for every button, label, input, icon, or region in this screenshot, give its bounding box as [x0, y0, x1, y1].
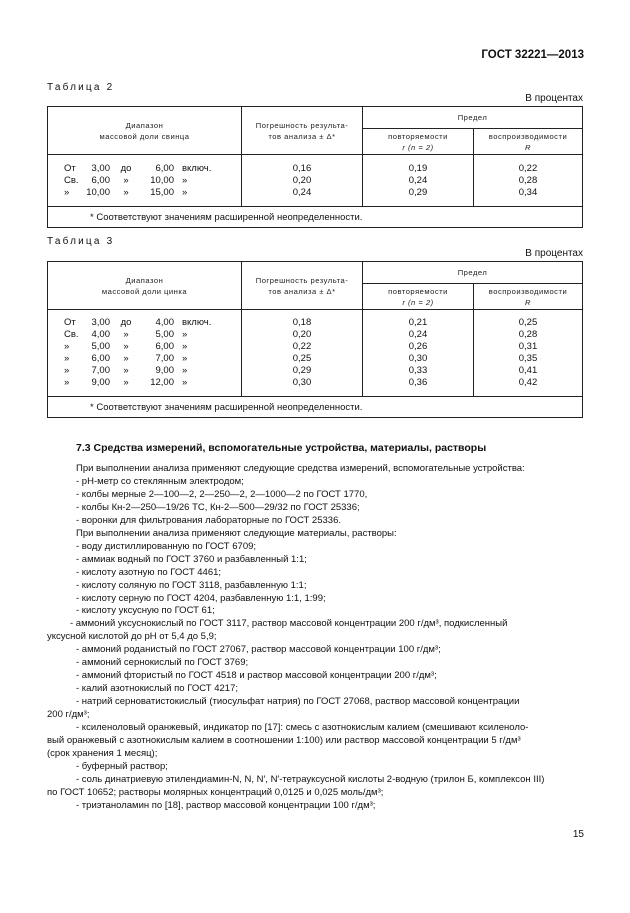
paragraph: При выполнении анализа применяют следующие средства измерений, вспомогательные устройства: [76, 463, 525, 474]
list-item-continuation: по ГОСТ 10652; растворы молярных концентраций 0,0125 и 0,025 моль/дм³; [47, 786, 384, 798]
paragraph: При выполнении анализа применяют следующие материалы, растворы: [76, 527, 397, 539]
list-item: - воронки для фильтрования лабораторные по ГОСТ 25336. [76, 514, 341, 526]
table-unit: В процентах [525, 93, 583, 104]
list-item: - аммоний уксуснокислый по ГОСТ 3117, раствор массовой концентрации 200 г/дм³, подкисленный [70, 618, 508, 630]
data-table [47, 106, 583, 228]
standard-header: ГОСТ 32221—2013 [481, 49, 584, 61]
table-row: » 7,00 » 9,00 » [64, 365, 188, 376]
range-cell [48, 155, 242, 207]
list-item: - колбы Кн-2—250—19/26 ТС, Кн-2—500—29/32 по ГОСТ 25336; [76, 501, 360, 513]
list-item: - кислоту азотную по ГОСТ 4461; [76, 566, 222, 578]
list-item: - колбы мерные 2—100—2, 2—250—2, 2—1000—2 по ГОСТ 1770, [76, 488, 368, 500]
table-footnote: * Соответствуют значениям расширенной неопределенности. [48, 397, 583, 418]
page-number: 15 [572, 829, 584, 840]
list-item: - калий азотнокислый по ГОСТ 4217; [76, 683, 238, 695]
table-row: » 5,00 » 6,00 » [64, 341, 188, 352]
list-item: - pH-метр со стеклянным электродом; [76, 475, 244, 487]
repeatability-values-cell: 0,19 0,24 0,29 [363, 155, 474, 207]
table-row: » 10,00 » 15,00 » [64, 186, 188, 198]
table-unit: В процентах [525, 248, 583, 259]
section-body [47, 463, 584, 813]
range-cell [48, 310, 242, 397]
list-item: - натрий серноватистокислый (тиосульфат натрия) по ГОСТ 27068, раствор массовой концентрации [76, 696, 520, 708]
list-item: - кислоту соляную по ГОСТ 3118, разбавленную 1:1; [76, 579, 307, 591]
list-item: - аммоний роданистый по ГОСТ 27067, раствор массовой концентрации 100 г/дм³; [76, 644, 441, 656]
list-item-continuation: уксусной кислотой до pH от 5,4 до 5,9; [47, 631, 217, 643]
list-item-continuation: (срок хранения 1 месяц); [47, 747, 158, 759]
error-column-header: Погрешность результа- тов анализа ± Δ* [242, 262, 363, 310]
data-table [47, 261, 583, 418]
list-item: - ксиленоловый оранжевый, индикатор по [17]: смесь с азотнокислым калием (смешивают ксиленоло- [76, 722, 529, 734]
list-item: - соль динатриевую этилендиамин-N, N, N′, N′-тетрауксусной кислоты 2-водную (трилон Б, комплексон III) [76, 773, 545, 785]
list-item: - воду дистиллированную по ГОСТ 6709; [76, 540, 257, 552]
list-item: - аммоний фтористый по ГОСТ 4518 и раствор массовой концентрации 200 г/дм³; [76, 670, 437, 682]
table-row: От 3,00 до 4,00 включ. [64, 317, 212, 328]
list-item-continuation: вый оранжевый с азотнокислым калием в соотношении 1:100) или раствор массовой концентрации 5 г/дм³ [47, 735, 521, 747]
range-column-header: Диапазон массовой доли свинца [48, 107, 242, 155]
reproducibility-column-header: воспроизводимости R [474, 284, 583, 310]
repeatability-column-header: повторяемости r (n = 2) [363, 129, 474, 155]
list-item: - аммоний сернокислый по ГОСТ 3769; [76, 657, 249, 669]
list-item: - триэтаноламин по [18], раствор массовой концентрации 100 г/дм³; [76, 799, 376, 811]
limit-column-header: Предел [363, 262, 583, 284]
error-values-cell: 0,18 0,20 0,22 0,25 0,29 0,30 [242, 310, 363, 397]
list-item: - кислоту уксусную по ГОСТ 61; [76, 605, 215, 617]
reproducibility-column-header: воспроизводимости R [474, 129, 583, 155]
table-row: От 3,00 до 6,00 включ. [64, 162, 212, 174]
table-row: » 9,00 » 12,00 » [64, 377, 188, 388]
error-column-header: Погрешность результа- тов анализа ± Δ* [242, 107, 363, 155]
list-item: - кислоту серную по ГОСТ 4204, разбавленную 1:1, 1:99; [76, 592, 326, 604]
reproducibility-values-cell: 0,25 0,28 0,31 0,35 0,41 0,42 [474, 310, 583, 397]
table-caption: Таблица 2 [47, 82, 115, 93]
table-row: » 6,00 » 7,00 » [64, 353, 188, 364]
error-values-cell: 0,16 0,20 0,24 [242, 155, 363, 207]
list-item: - аммиак водный по ГОСТ 3760 и разбавленный 1:1; [76, 553, 307, 565]
reproducibility-values-cell: 0,22 0,28 0,34 [474, 155, 583, 207]
repeatability-column-header: повторяемости r (n = 2) [363, 284, 474, 310]
table-caption: Таблица 3 [47, 236, 115, 247]
list-item: - буферный раствор; [76, 760, 168, 772]
range-column-header: Диапазон массовой доли цинка [48, 262, 242, 310]
section-heading: 7.3 Средства измерений, вспомогательные устройства, материалы, растворы [76, 442, 487, 454]
repeatability-values-cell: 0,21 0,24 0,26 0,30 0,33 0,36 [363, 310, 474, 397]
table-row: Св. 6,00 » 10,00 » [64, 174, 188, 186]
list-item-continuation: 200 г/дм³; [47, 709, 90, 721]
limit-column-header: Предел [363, 107, 583, 129]
table-footnote: * Соответствуют значениям расширенной неопределенности. [48, 207, 583, 228]
table-row: Св. 4,00 » 5,00 » [64, 329, 188, 340]
